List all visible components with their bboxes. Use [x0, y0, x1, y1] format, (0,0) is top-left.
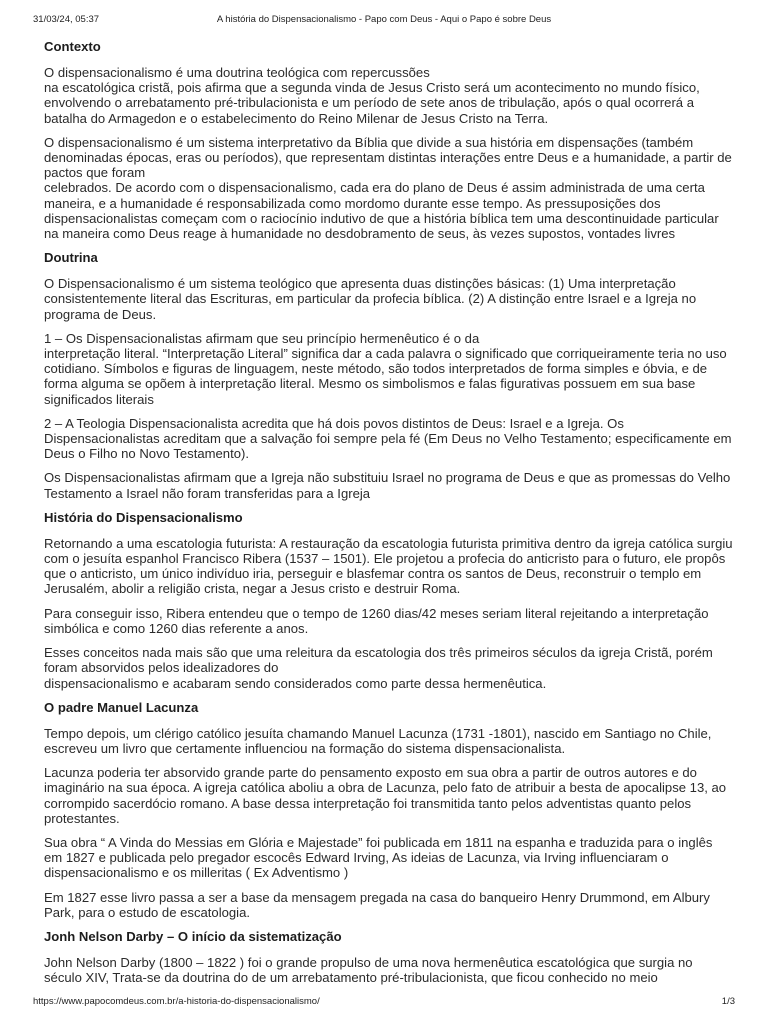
paragraph: [44, 470, 734, 500]
section-heading: O padre Manuel Lacunza: [44, 699, 199, 715]
paragraph: [44, 955, 734, 985]
print-datetime: 31/03/24, 05:37: [33, 14, 100, 25]
print-header: [0, 14, 768, 28]
section-contexto: [44, 39, 734, 241]
paragraph: [44, 416, 734, 462]
paragraph: [44, 135, 734, 241]
paragraph-line: O dispensacionalismo é uma doutrina teológica com repercussões: [44, 65, 430, 80]
paragraph: [44, 276, 734, 322]
paragraph-line: Esses conceitos nada mais são que uma releitura da escatologia dos três primeiros séculos da igreja Cristã, porém foram absorvidos pelos idealizadores do: [44, 645, 713, 676]
section-historia: [44, 510, 734, 691]
paragraph-line: na escatológica cristã, pois afirma que a segunda vinda de Jesus Cristo será um acontecimento no mundo físico, envolvendo o arrebatamento pré-tribulacionista e um período de sete anos de tribulação, após o qual ocorrerá a batalha do Armagedon e o estabelecimento do Reino Milenar de Jesus Cristo na Terra.: [44, 80, 700, 126]
paragraph-line: interpretação literal. “Interpretação Literal” significa dar a cada palavra o significado que corriqueiramente teria no uso cotidiano. Símbolos e figuras de linguagem, neste método, são todos interpretados de forma simples e óbvia, e de forma alguma se opõem à interpretação literal. Mesmo os simbolismos e falas figurativas possuem em sua base significados literais: [44, 346, 727, 407]
section-darby: [44, 929, 734, 985]
page-number: 1/3: [721, 996, 735, 1007]
paragraph: [44, 835, 734, 881]
section-lacunza: [44, 700, 734, 920]
page-title: A história do Dispensacionalismo - Papo com Deus - Aqui o Papo é sobre Deus: [216, 14, 552, 25]
paragraph-line: Para conseguir isso, Ribera entendeu que o tempo de 1260 dias/42 meses seriam literal rejeitando a interpretação simbólica e como 1260 dias referente a anos.: [44, 605, 709, 636]
paragraph: [44, 331, 734, 407]
paragraph-line: Retornando a uma escatologia futurista: A restauração da escatologia futurista primitiva dentro da igreja católica surgiu com o jesuíta espanhol Francisco Ribera (1537 – 1501). Ele projetou a profecia do anticristo para o futuro, ele propôs que o anticristo, um único indivíduo iria, perseguir e blasfemar contra os santos de Deus, reconstruir o templo em Jerusalém, abolir a religião crista, negar a Jesus cristo e destruir Roma.: [44, 535, 733, 597]
paragraph-line: Sua obra “ A Vinda do Messias em Glória e Majestade” foi publicada em 1811 na espanha e traduzida para o inglês em 1827 e publicada pelo pregador escocês Edward Irving, As ideias de Lacunza, via Irving influenciaram o dispensacionalismo e os milleritas ( Ex Adventismo ): [44, 834, 713, 881]
paragraph: [44, 726, 734, 756]
paragraph-line: John Nelson Darby (1800 – 1822 ) foi o grande propulso de uma nova hermenêutica escatológica que surgia no século XIV, Trata-se da doutrina do de um arrebatamento pré-tribulacionista, que ficou conhecido no meio: [44, 954, 693, 986]
paragraph: [44, 765, 734, 826]
paragraph-line: O Dispensacionalismo é um sistema teológico que apresenta duas distinções básicas: (1) Uma interpretação consistentemente literal das Escrituras, em particular da profecia bíblica. (2) A distinção entre Israel e a Igreja no programa de Deus.: [44, 276, 697, 322]
paragraph: [44, 645, 734, 691]
paragraph-line: celebrados. De acordo com o dispensacionalismo, cada era do plano de Deus é assim administrada de uma certa maneira, e a humanidade é responsabilizada como mordomo durante esse tempo. As pressuposições dos dispensacionalistas começam com o raciocínio indutivo de que a história bíblica tem uma descontinuidade particular na maneira como Deus reage à humanidade no desdobramento de seus, às vezes supostos, vontades livres: [44, 180, 719, 242]
paragraph-line: O dispensacionalismo é um sistema interpretativo da Bíblia que divide a sua história em dispensações (também denominadas épocas, eras ou períodos), que representam distintas interações entre Deus e a humanidade, a partir de pactos que foram: [44, 134, 732, 181]
paragraph-line: Tempo depois, um clérigo católico jesuíta chamando Manuel Lacunza (1731 -1801), nascido em Santiago no Chile, escreveu um livro que certamente influenciou na formação do sistema dispensacionalista.: [44, 725, 712, 756]
paragraph: [44, 536, 734, 597]
section-heading: Doutrina: [44, 250, 98, 266]
section-heading: História do Dispensacionalismo: [44, 509, 243, 525]
section-heading: Jonh Nelson Darby – O início da sistematização: [44, 928, 342, 944]
paragraph-line: Lacunza poderia ter absorvido grande parte do pensamento exposto em sua obra a partir de outros autores e do imaginário na sua época. A igreja católica aboliu a obra de Lacunza, pelo fato de atribuir a besta de apocalipse 13, ao corrompido sacerdócio romano. A base dessa interpretação foi transmitida tanto pelos adventistas quanto pelos protestantes.: [44, 765, 727, 826]
paragraph: [44, 890, 734, 920]
paragraph-line: 2 – A Teologia Dispensacionalista acredita que há dois povos distintos de Deus: Israel e a Igreja. Os Dispensacionalistas acreditam que a salvação foi sempre pela fé (Em Deus no Velho Testamento; especificamente em Deus o Filho no Novo Testamento).: [44, 415, 732, 462]
paragraph: [44, 606, 734, 636]
paragraph-line: Os Dispensacionalistas afirmam que a Igreja não substituiu Israel no programa de Deus e que as promessas do Velho Testamento a Israel não foram transferidas para a Igreja: [44, 470, 731, 501]
page-url[interactable]: https://www.papocomdeus.com.br/a-historia-do-dispensacionalismo/: [33, 996, 320, 1007]
section-heading: Contexto: [44, 39, 101, 54]
article-body: [44, 39, 734, 994]
paragraph-line: dispensacionalismo e acabaram sendo considerados como parte dessa hermenêutica.: [44, 675, 547, 691]
print-footer: [0, 996, 768, 1010]
paragraph: [44, 65, 734, 126]
paragraph-line: 1 – Os Dispensacionalistas afirmam que seu princípio hermenêutico é o da: [44, 330, 480, 346]
paragraph-line: Em 1827 esse livro passa a ser a base da mensagem pregada na casa do banqueiro Henry Drummond, em Albury Park, para o estudo de escatologia.: [44, 889, 710, 920]
section-doutrina: [44, 250, 734, 501]
